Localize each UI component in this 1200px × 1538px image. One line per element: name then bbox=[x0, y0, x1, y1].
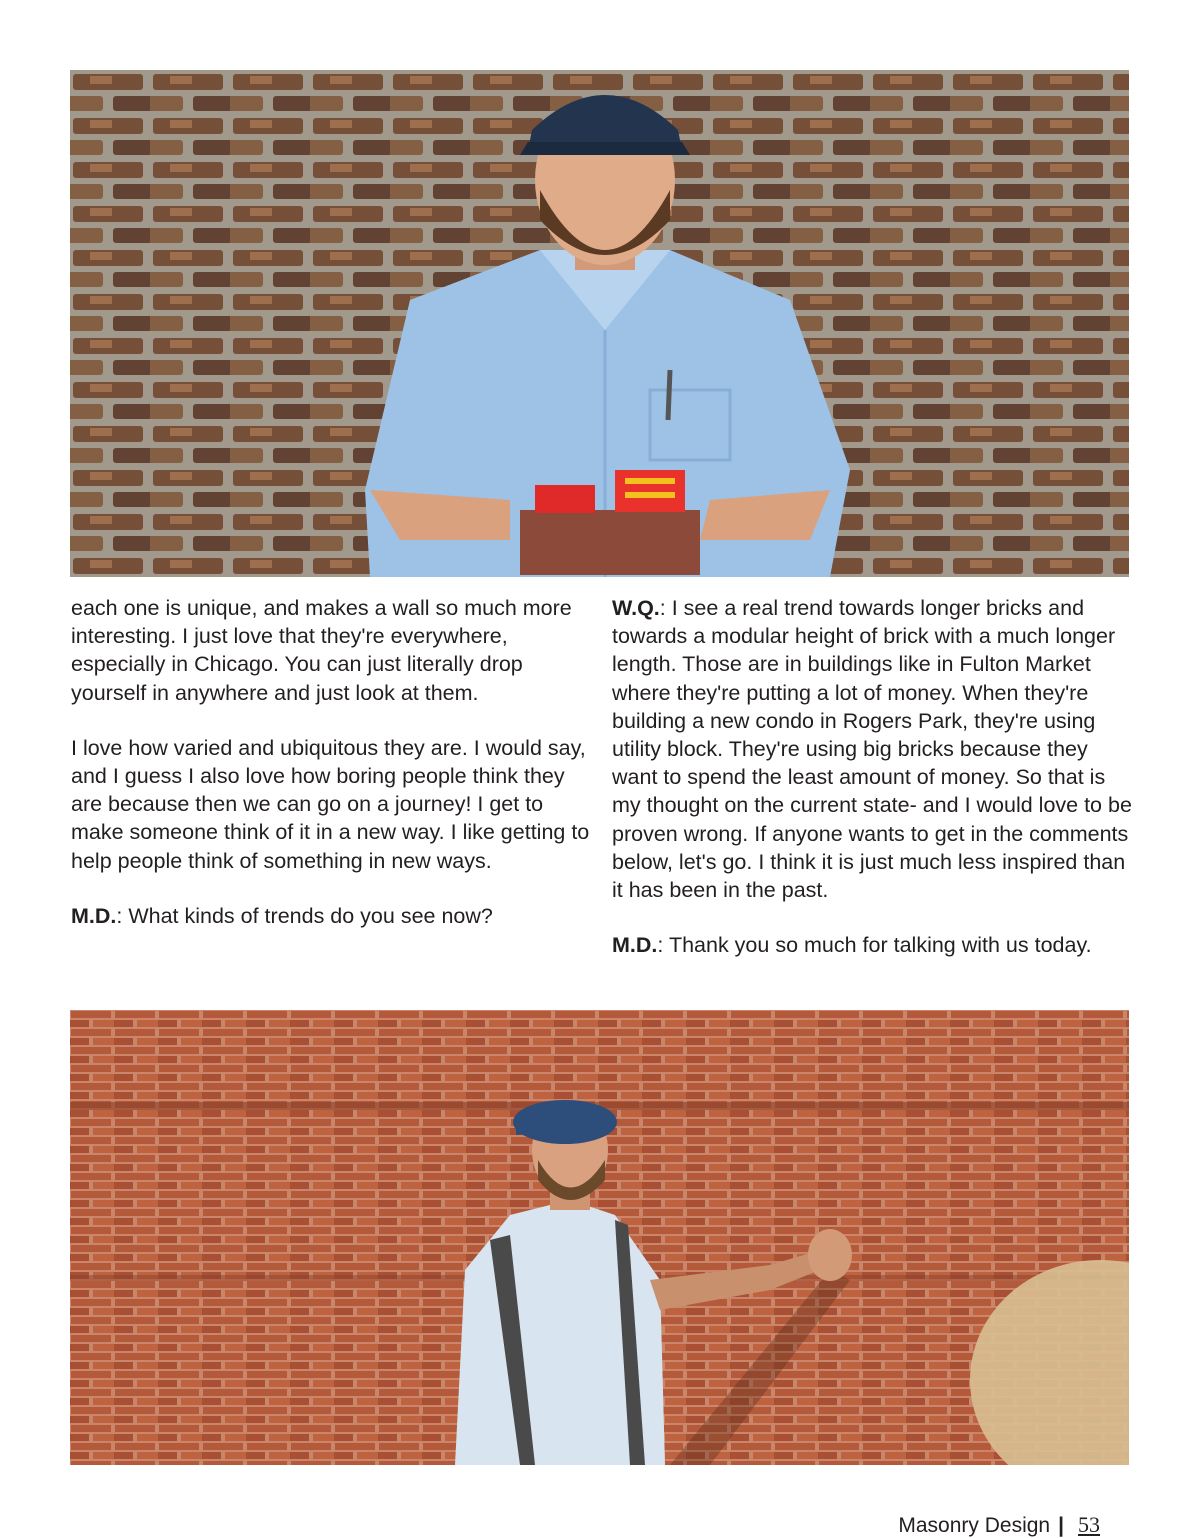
paragraph: I love how varied and ubiquitous they are. I would say, and I guess I also love how boring people think they are because then we can go on a journey! I get to make someone think of it in a new way. I like getting to help people think of something in new ways. bbox=[71, 735, 590, 873]
speaker-label: M.D. bbox=[612, 933, 658, 958]
question-text: : What kinds of trends do you see now? bbox=[116, 903, 493, 928]
page-footer bbox=[898, 1512, 1100, 1538]
right-text-column bbox=[612, 594, 1132, 986]
speaker-label: M.D. bbox=[71, 903, 117, 928]
answer-text: : I see a real trend towards longer bricks and towards a modular height of brick with a much longer length. Those are in buildings like in Fulton Market where they're putting a lot of money. When they're building a new condo in Rogers Park, they're using utility block. They're using big bricks because they want to spend the least amount of money. So that is my thought on the current state- and I would love to be proven wrong. If anyone wants to get in the comments below, let's go. I think it is just much less inspired than it has been in the past. bbox=[612, 596, 1132, 903]
closing-paragraph bbox=[612, 931, 1132, 959]
answer-paragraph bbox=[612, 594, 1132, 904]
page-number: 53 bbox=[1078, 1512, 1100, 1537]
man-touching-brick-wall-photo bbox=[70, 1010, 1129, 1465]
speaker-label: W.Q. bbox=[612, 596, 660, 620]
question-paragraph bbox=[71, 902, 591, 930]
publication-name: Masonry Design bbox=[898, 1514, 1051, 1537]
paragraph: each one is unique, and makes a wall so much more interesting. I just love that they're everywhere, especially in Chicago. You can just literally drop yourself in anywhere and just look at them. bbox=[71, 596, 572, 705]
footer-separator: | bbox=[1058, 1514, 1064, 1537]
closing-text: : Thank you so much for talking with us today. bbox=[657, 933, 1092, 958]
man-holding-brick-photo bbox=[70, 70, 1129, 577]
left-text-column bbox=[71, 594, 591, 957]
